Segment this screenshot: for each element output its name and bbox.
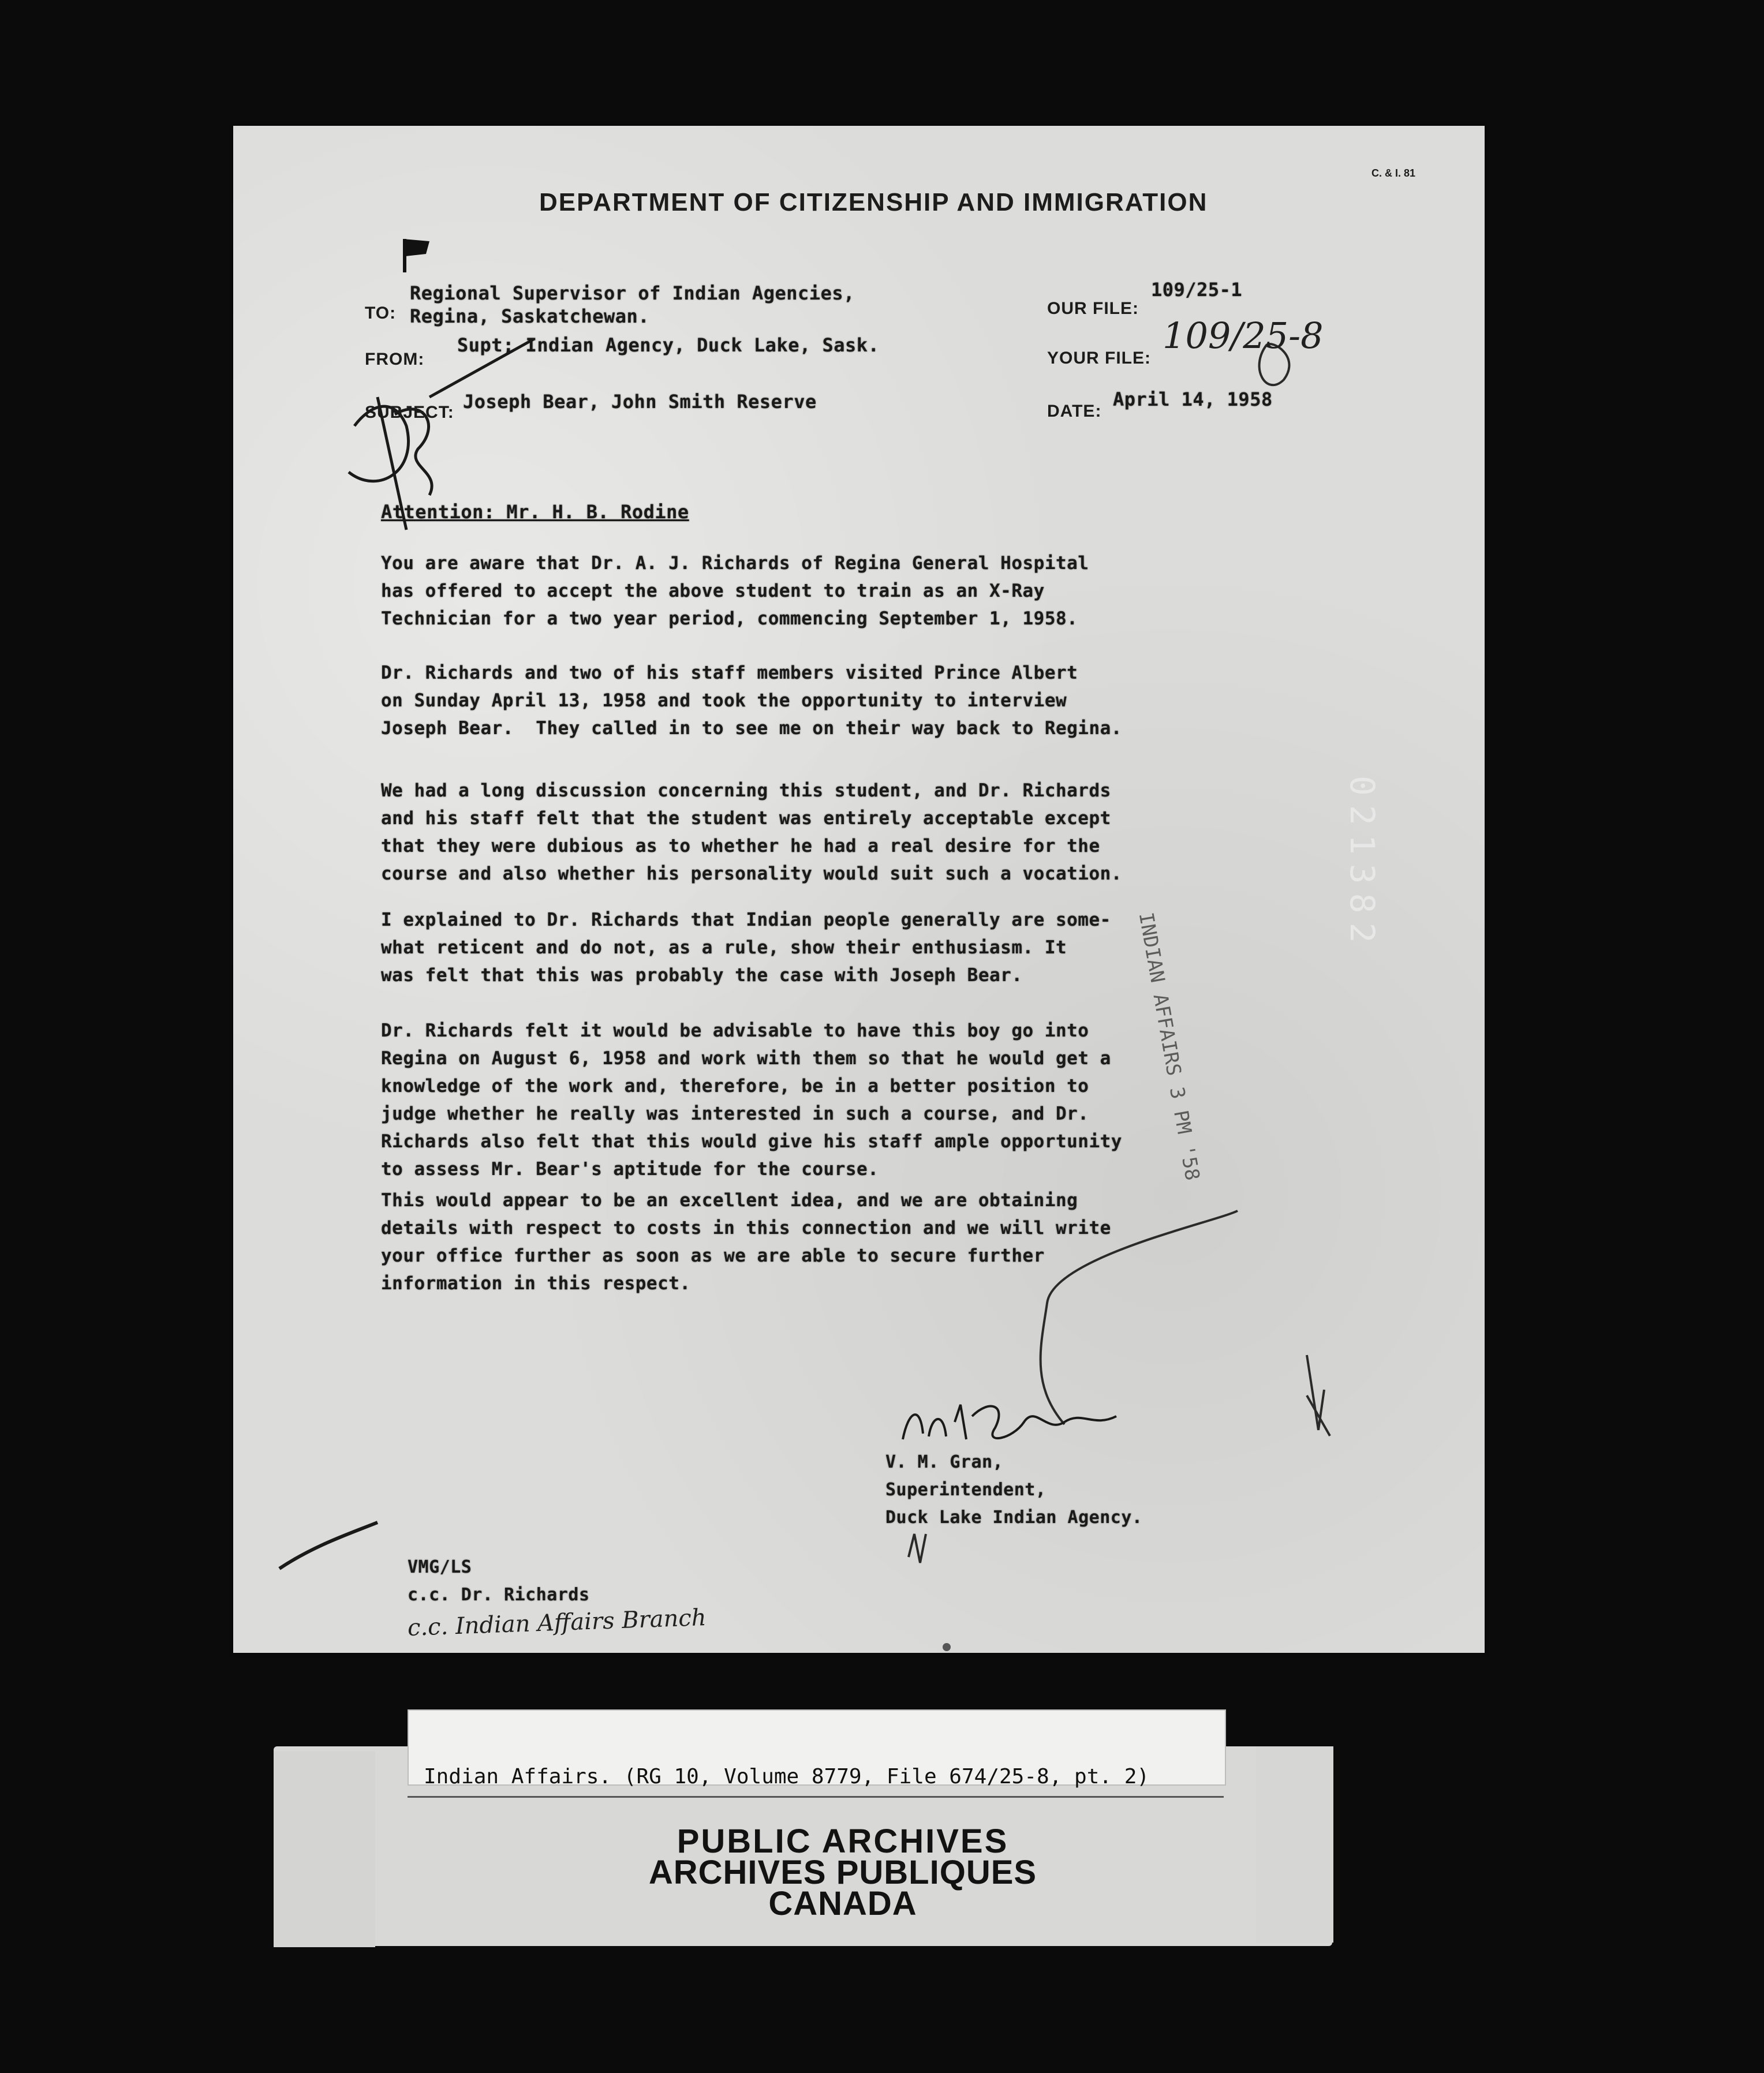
attention-line: Attention: Mr. H. B. Rodine: [381, 501, 689, 523]
flag-icon: [401, 237, 433, 274]
your-file-label: YOUR FILE:: [1047, 349, 1151, 368]
corner-stroke-mark: [279, 1522, 378, 1569]
subject-label: SUBJECT:: [365, 403, 454, 422]
cc-line-handwritten: c.c. Indian Affairs Branch: [407, 1604, 707, 1641]
body-paragraph: Dr. Richards felt it would be advisable to have this boy go into Regina on August 6, 1958 and work with them so that he would get a knowledge of the work and, therefore, be in a better position to judge whether he really was interested in such a course, and Dr. Richards also felt that this would give his staff ample opportunity to assess Mr. Bear's aptitude for the course.: [381, 1020, 1122, 1180]
date-label: DATE:: [1047, 402, 1102, 421]
from-label: FROM:: [365, 350, 425, 369]
form-number: C. & I. 81: [1371, 167, 1416, 179]
archive-frame-number: 021382: [1343, 776, 1382, 952]
archives-stamp: [612, 1823, 1074, 1922]
to-value: Regional Supervisor of Indian Agencies, Regina, Saskatchewan.: [410, 282, 855, 327]
signature-block: V. M. Gran, Superintendent, Duck Lake Indian Agency.: [885, 1452, 1143, 1528]
archive-label-tab-right: [1256, 1746, 1333, 1943]
received-stamp: INDIAN AFFAIRS 3 PM '58: [1134, 911, 1204, 1183]
signature-image: [897, 1387, 1139, 1451]
archives-line-french: ARCHIVES PUBLIQUES: [648, 1854, 1037, 1891]
date-value: April 14, 1958: [1113, 388, 1273, 410]
archives-line-english: PUBLIC ARCHIVES: [677, 1823, 1009, 1860]
subject-value: Joseph Bear, John Smith Reserve: [463, 391, 817, 413]
letter-page: [233, 126, 1485, 1653]
body-paragraph: We had a long discussion concerning this student, and Dr. Richards and his staff felt that the student was entirely acceptable except that they were dubious as to whether he had a real desire for the course and also whether his personality would suit such a vocation.: [381, 780, 1122, 884]
our-file-label: OUR FILE:: [1047, 299, 1139, 318]
archive-label-tab-left: [274, 1751, 375, 1947]
archive-reference: Indian Affairs. (RG 10, Volume 8779, File 674/25-8, pt. 2): [424, 1765, 1150, 1788]
body-paragraph: Dr. Richards and two of his staff members visited Prince Albert on Sunday April 13, 1958 and took the opportunity to interview Joseph Bear. They called in to see me on their way back to Regina.: [381, 663, 1122, 739]
body-paragraph: I explained to Dr. Richards that Indian people generally are some- what reticent and do not, as a rule, show their enthusiasm. It was felt that this was probably the case with Joseph Bear.: [381, 910, 1111, 986]
body-paragraph: This would appear to be an excellent idea, and we are obtaining details with respect to costs in this connection and we will write your office further as soon as we are able to secure further information in this respect.: [381, 1190, 1111, 1294]
our-file-value: 109/25-1: [1151, 279, 1243, 301]
typist-initials: VMG/LS: [408, 1557, 472, 1577]
from-value: Supt; Indian Agency, Duck Lake, Sask.: [457, 334, 880, 356]
to-label: TO:: [365, 304, 397, 323]
body-paragraph: You are aware that Dr. A. J. Richards of Regina General Hospital has offered to accept the above student to train as an X-Ray Technician for a two year period, commencing September 1, 1958.: [381, 553, 1089, 629]
your-file-value: 109/25-8: [1163, 315, 1324, 357]
reference-divider: [408, 1796, 1224, 1798]
punch-hole: [943, 1643, 951, 1651]
archives-line-country: CANADA: [768, 1885, 917, 1922]
cc-line-typed: c.c. Dr. Richards: [408, 1585, 590, 1605]
department-heading: DEPARTMENT OF CITIZENSHIP AND IMMIGRATION: [539, 188, 1208, 216]
